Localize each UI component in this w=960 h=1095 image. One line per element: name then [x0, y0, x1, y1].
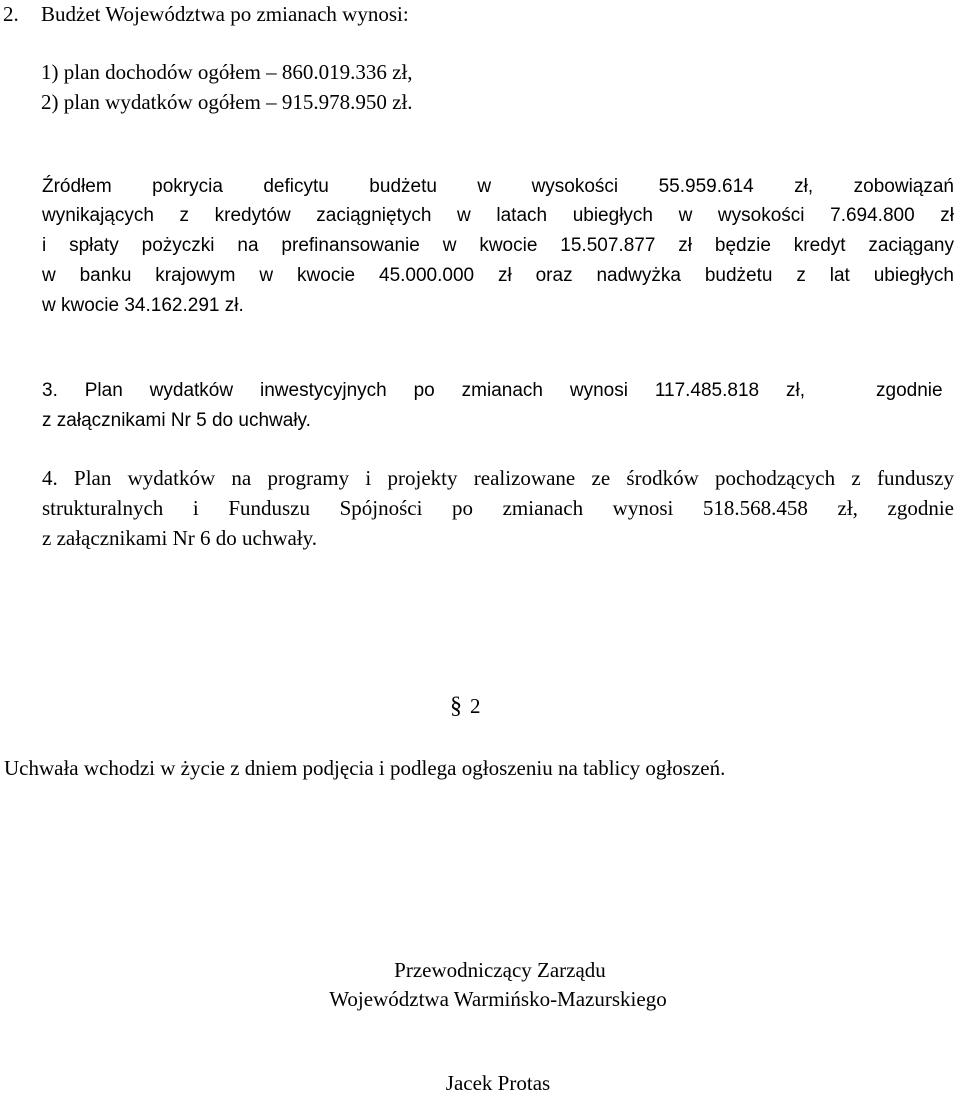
signatory-name: Jacek Protas: [445, 1071, 551, 1095]
deficit-line: w kwocie 34.162.291 zł.: [42, 295, 244, 316]
item-3-line-end: zgodnie: [876, 380, 943, 401]
section-number: 2: [470, 694, 481, 718]
item-3-line: 3. Plan wydatków inwestycyjnych po zmianach wynosi 117.485.818 zł,: [42, 380, 805, 401]
deficit-line: w banku krajowym w kwocie 45.000.000 zł oraz nadwyżka budżetu z lat ubiegłych: [42, 265, 954, 286]
deficit-line: Źródłem pokrycia deficytu budżetu w wysokości 55.959.614 zł, zobowiązań: [42, 176, 954, 197]
enactment-text: Uchwała wchodzi w życie z dniem podjęcia i podlega ogłoszeniu na tablicy ogłoszeń.: [4, 756, 726, 780]
item-3-line: z załącznikami Nr 5 do uchwały.: [42, 410, 311, 431]
item-2-expense-plan: 2) plan wydatków ogółem – 915.978.950 zł.: [41, 90, 413, 114]
item-2-income-plan: 1) plan dochodów ogółem – 860.019.336 zł,: [41, 60, 413, 84]
item-4-line: 4. Plan wydatków na programy i projekty realizowane ze środków pochodzących z funduszy: [42, 466, 954, 490]
deficit-line: wynikających z kredytów zaciągniętych w latach ubiegłych w wysokości 7.694.800 zł: [42, 205, 954, 226]
signature-title-line-1: Przewodniczący Zarządu: [394, 958, 606, 982]
item-4-line: z załącznikami Nr 6 do uchwały.: [42, 526, 318, 550]
item-4-line: strukturalnych i Funduszu Spójności po zmianach wynosi 518.568.458 zł, zgodnie: [42, 496, 954, 520]
item-2-number: 2.: [3, 2, 19, 26]
item-2-heading: Budżet Województwa po zmianach wynosi:: [41, 2, 409, 26]
deficit-line: i spłaty pożyczki na prefinansowanie w kwocie 15.507.877 zł będzie kredyt zaciągany: [42, 235, 954, 256]
signature-title-line-2: Województwa Warmińsko-Mazurskiego: [329, 987, 667, 1011]
section-symbol: §: [450, 693, 462, 719]
